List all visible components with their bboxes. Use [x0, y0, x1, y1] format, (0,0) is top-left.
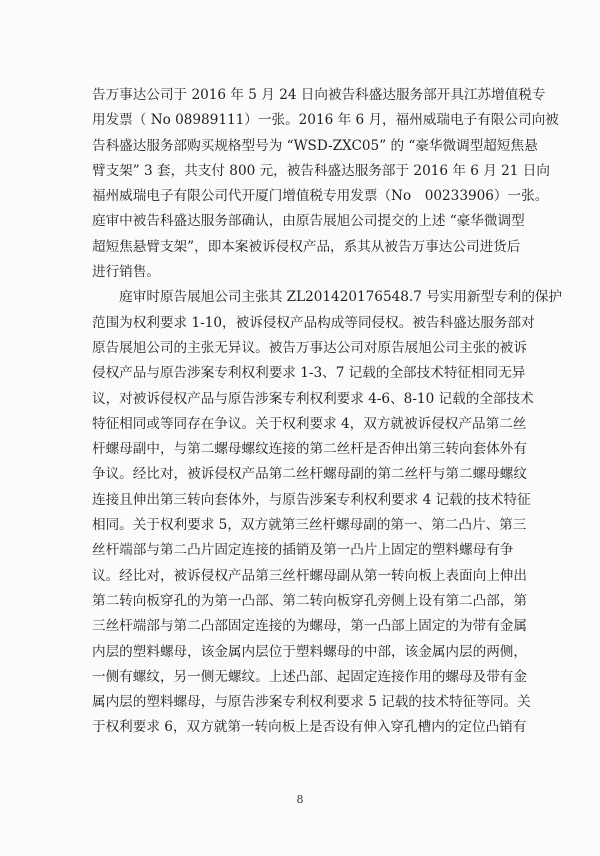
text-line: 争议。经比对，被诉侵权产品第二丝杆螺母副的第二丝杆与第二螺母螺纹: [92, 466, 527, 483]
text-line: 连接且伸出第三转向套体外，与原告涉案专利权利要求 4 记载的技术特征: [92, 491, 531, 508]
text-line: 侵权产品与原告涉案专利权利要求 1-3、7 记载的全部技术特征相同无异: [92, 365, 526, 382]
text-line: 原告展旭公司的主张无异议。被告万事达公司对原告展旭公司主张的被诉: [92, 339, 527, 356]
text-line: 告科盛达服务部购买规格型号为 “WSD-ZXC05” 的 “豪华微调型超短焦悬: [92, 137, 538, 154]
page-number: 8: [296, 793, 304, 806]
text-line: 进行销售。: [92, 264, 160, 281]
body-text: [92, 83, 563, 741]
paragraph-1: [92, 83, 558, 285]
text-line: 内层的塑料螺母，该金属内层位于塑料螺母的中部，该金属内层的两侧，: [92, 643, 527, 660]
text-line: 告万事达公司于 2016 年 5 月 24 日向被告科盛达服务部开具江苏增值税专: [92, 87, 546, 103]
text-line: 于权利要求 6，双方就第一转向板上是否设有伸入穿孔槽内的定位凸销有: [92, 719, 527, 736]
text-line: 属内层的塑料螺母，与原告涉案专利权利要求 5 记载的技术特征等同。关: [92, 694, 531, 711]
text-line: 庭审时原告展旭公司主张其 ZL201420176548.7 号实用新型专利的保护: [92, 289, 563, 306]
text-line: 特征相同或等同存在争议。关于权利要求 4，双方就被诉侵权产品第二丝: [92, 415, 527, 432]
text-line: 议。经比对，被诉侵权产品第三丝杆螺母副从第一转向板上表面向上伸出: [92, 567, 527, 584]
text-line: 臂支架” 3 套，共支付 800 元，被告科盛达服务部于 2016 年 6 月 21 日向: [92, 162, 550, 179]
text-line: 用发票（ No 08989111）一张。2016 年 6 月，福州威瑞电子有限公司向被: [92, 112, 559, 129]
text-line: 第二转向板穿孔的为第一凸部、第二转向板穿孔旁侧上设有第二凸部，第: [92, 592, 527, 609]
text-line: 一侧有螺纹，另一侧无螺纹。上述凸部、起固定连接作用的螺母及带有金: [92, 668, 527, 685]
paragraph-2: [92, 285, 563, 740]
text-line: 庭审中被告科盛达服务部确认，由原告展旭公司提交的上述 “豪华微调型: [92, 213, 525, 230]
text-line: 福州威瑞电子有限公司代开厦门增值税专用发票（No 00233906）一张。: [92, 188, 549, 205]
text-line: 相同。关于权利要求 5，双方就第三丝杆螺母副的第一、第二凸片、第三: [92, 517, 527, 534]
text-line: 议，对被诉侵权产品与原告涉案专利权利要求 4-6、8-10 记载的全部技术: [92, 390, 534, 407]
text-line: 超短焦悬臂支架”，即本案被诉侵权产品，系其从被告万事达公司进货后: [92, 238, 521, 255]
text-line: 杆螺母副中，与第二螺母螺纹连接的第二丝杆是否伸出第三转向套体外有: [92, 441, 527, 458]
text-line: 丝杆端部与第二凸片固定连接的插销及第一凸片上固定的塑料螺母有争: [92, 542, 514, 559]
text-line: 三丝杆端部与第二凸部固定连接的为螺母，第一凸部上固定的为带有金属: [92, 618, 527, 635]
text-line: 范围为权利要求 1-10，被诉侵权产品构成等同侵权。被告科盛达服务部对: [92, 314, 535, 331]
